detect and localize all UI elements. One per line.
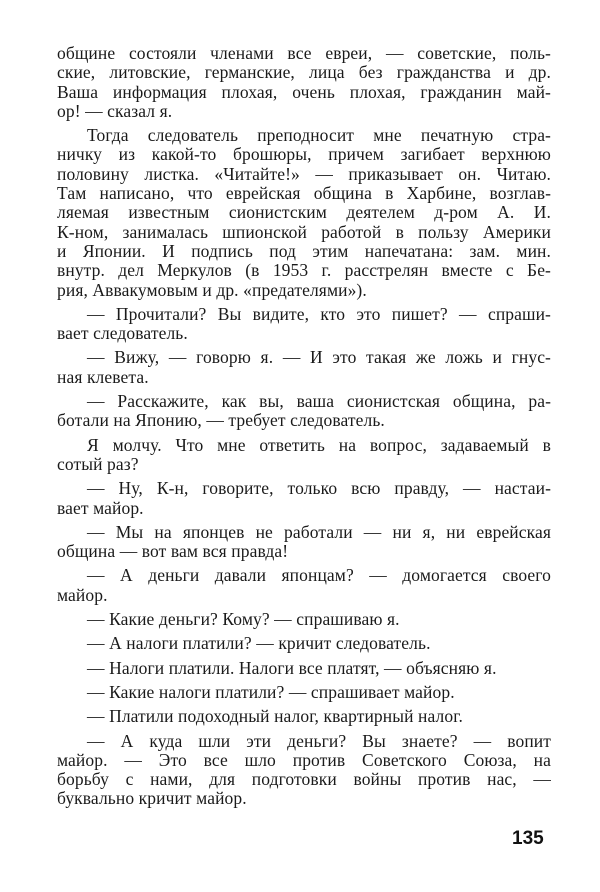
text-line: ские, литовские, германские, лица без гражданства и др. <box>57 62 551 83</box>
text-line: община — вот вам вся правда! <box>57 541 289 562</box>
text-line: майор. <box>57 584 108 605</box>
text-line: — Вижу, — говорю я. — И это такая же ложь и гнус- <box>87 347 551 368</box>
text-line: вает майор. <box>57 497 144 518</box>
text-line: ботали на Японию, — требует следователь. <box>57 410 385 431</box>
text-line: — Мы на японцев не работали — ни я, ни еврейская <box>87 521 551 542</box>
text-line: половину листка. «Читайте!» — приказывает он. Читаю. <box>57 163 551 184</box>
text-line: и Японии. И подпись под этим напечатана: зам. мин. <box>57 240 551 261</box>
text-line: сотый раз? <box>57 453 139 474</box>
text-line: — Какие налоги платили? — спрашивает майор. <box>87 681 455 702</box>
text-line: — А куда шли эти деньги? Вы знаете? — вопит <box>87 730 551 751</box>
text-line: общине состояли членами все евреи, — советские, поль- <box>57 43 551 63</box>
text-line: Там написано, что еврейская община в Харбине, возглав- <box>57 183 551 204</box>
text-line: майор. — Это все шло против Советского Союза, на <box>57 749 551 770</box>
text-line: — А налоги платили? — кричит следователь. <box>87 633 431 654</box>
text-line: — Ну, К-н, говорите, только всю правду, — настаи- <box>87 478 551 499</box>
text-line: Тогда следователь преподносит мне печатную стра- <box>87 125 551 146</box>
text-line: — Какие деньги? Кому? — спрашиваю я. <box>87 609 400 630</box>
text-line: ор! — сказал я. <box>57 100 173 121</box>
page-number: 135 <box>512 828 544 849</box>
text-line: внутр. дел Меркулов (в 1953 г. расстрелян вместе с Бе- <box>57 260 551 281</box>
text-line: буквально кричит майор. <box>57 788 247 809</box>
text-line: борьбу с нами, для подготовки войны против нас, — <box>57 769 551 790</box>
text-line: рия, Аввакумовым и др. «предателями»). <box>57 279 367 300</box>
text-line: Ваша информация плохая, очень плохая, гражданин май- <box>57 81 551 102</box>
text-line: ничку из какой-то брошюры, причем загибает верхнюю <box>57 144 551 165</box>
text-line: ляемая известным сионистским деятелем д-ром А. И. <box>57 202 551 223</box>
text-line: К-ном, занималась шпионской работой в пользу Америки <box>57 221 551 242</box>
text-line: — Прочитали? Вы видите, кто это пишет? — спраши- <box>87 303 551 324</box>
text-line: Я молчу. Что мне ответить на вопрос, задаваемый в <box>87 434 551 455</box>
text-line: — А деньги давали японцам? — домогается своего <box>87 565 551 586</box>
text-line: — Налоги платили. Налоги все платят, — объясняю я. <box>87 657 497 678</box>
text-line: ная клевета. <box>57 366 149 387</box>
text-line: — Платили подоходный налог, квартирный налог. <box>87 706 463 727</box>
body-text <box>57 44 551 809</box>
text-line: вает следователь. <box>57 323 188 344</box>
text-line: — Расскажите, как вы, ваша сионистская община, ра- <box>87 391 551 412</box>
